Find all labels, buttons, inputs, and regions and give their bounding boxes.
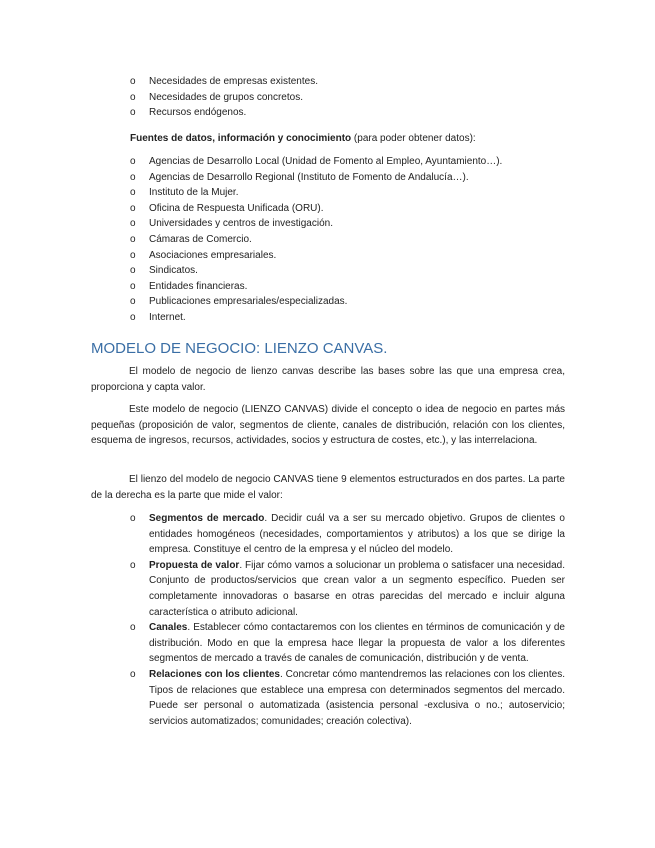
term: Canales <box>149 622 188 634</box>
list-item: o Agencias de Desarrollo Regional (Instituto de Fomento de Andalucía…). <box>130 170 570 186</box>
bullet-icon: o <box>130 187 136 199</box>
term: Propuesta de valor <box>149 559 240 571</box>
list-item: o Recursos endógenos. <box>130 105 570 121</box>
term: Segmentos de mercado <box>149 513 265 524</box>
list-item: o Necesidades de grupos concretos. <box>130 90 570 106</box>
bullet-icon: o <box>130 559 136 571</box>
bullet-icon: o <box>130 280 136 292</box>
bullet-icon: o <box>130 249 136 261</box>
bullet-icon: o <box>130 76 136 87</box>
sources-intro-bold: Fuentes de datos, información y conocimiento <box>130 133 352 144</box>
list-item <box>130 558 565 620</box>
list-item: o Publicaciones empresariales/especializadas. <box>130 294 570 310</box>
bullet-icon: o <box>130 107 136 119</box>
bullet-icon: o <box>130 265 136 277</box>
list-item <box>130 511 565 558</box>
bullet-icon: o <box>130 218 136 230</box>
section-heading: MODELO DE NEGOCIO: LIENZO CANVAS. <box>91 340 388 357</box>
needs-list <box>130 74 570 121</box>
list-item: o Agencias de Desarrollo Local (Unidad de Fomento al Empleo, Ayuntamiento…). <box>130 154 570 170</box>
bullet-icon: o <box>130 156 136 167</box>
term: Relaciones con los clientes <box>149 668 280 680</box>
list-item: o Entidades financieras. <box>130 279 570 295</box>
list-item: o Cámaras de Comercio. <box>130 232 570 248</box>
sources-list <box>130 154 570 326</box>
term-description: . Fijar cómo vamos a solucionar un problema o satisfacer una necesidad. Conjunto de productos/servicios que crean valor a un segmento específico. Pueden ser completamente innovadoras o basarse en otras parecidas del mercado e incluir alguna característica o atributo adicional. <box>149 559 565 618</box>
list-item: o Asociaciones empresariales. <box>130 248 570 264</box>
paragraph: El modelo de negocio de lienzo canvas describe las bases sobre las que una empresa crea, proporciona y capta valor. <box>91 366 565 393</box>
sources-intro <box>130 131 570 147</box>
bullet-icon: o <box>130 296 136 308</box>
list-item: o Universidades y centros de investigación. <box>130 216 570 232</box>
term-description: . Decidir cuál va a ser su mercado objetivo. Grupos de clientes o entidades homogéneos (necesidades, comportamientos y atributos) a los que se dirige la empresa. Constituye el centro de la empresa y el núcleo del modelo. <box>149 513 565 556</box>
sources-intro-rest: (para poder obtener datos): <box>351 133 476 144</box>
list-item <box>130 620 565 667</box>
list-item: o Internet. <box>130 310 570 326</box>
list-item: o Oficina de Respuesta Unificada (ORU). <box>130 201 570 217</box>
bullet-icon: o <box>130 91 136 103</box>
list-item: o Instituto de la Mujer. <box>130 185 570 201</box>
bullet-icon: o <box>130 171 136 183</box>
list-item: o Sindicatos. <box>130 263 570 279</box>
paragraph: El lienzo del modelo de negocio CANVAS tiene 9 elementos estructurados en dos partes. La parte de la derecha es la parte que mide el valor: <box>91 474 565 501</box>
bullet-icon: o <box>130 513 136 524</box>
bullet-icon: o <box>130 202 136 214</box>
bullet-icon: o <box>130 311 136 323</box>
canvas-elements-list <box>130 511 565 729</box>
paragraph: Este modelo de negocio (LIENZO CANVAS) divide el concepto o idea de negocio en partes más pequeñas (proposición de valor, segmentos de cliente, canales de distribución, relación con los clientes, esquema de ingresos, recursos, actividades, socios y estructura de costes, etc.), y las interrelaciona. <box>91 404 565 447</box>
bullet-icon: o <box>130 668 136 680</box>
term-description: . Concretar cómo mantendremos las relaciones con los clientes. Tipos de relaciones que establece una empresa con determinados segmentos del mercado. Puede ser personal o automatizada (asistencia personal -exclusiva o no.; autoservicio; servicios automatizados; comunidades; creación colectiva). <box>149 668 565 727</box>
list-item: o Necesidades de empresas existentes. <box>130 74 570 90</box>
bullet-icon: o <box>130 233 136 245</box>
term-description: . Establecer cómo contactaremos con los clientes en términos de comunicación y de distribución. Modo en que la empresa hace llegar la propuesta de valor a los diferentes segmentos de mercado a través de canales de comunicación, distribución y de venta. <box>149 622 565 665</box>
bullet-icon: o <box>130 622 136 634</box>
list-item <box>130 667 565 729</box>
